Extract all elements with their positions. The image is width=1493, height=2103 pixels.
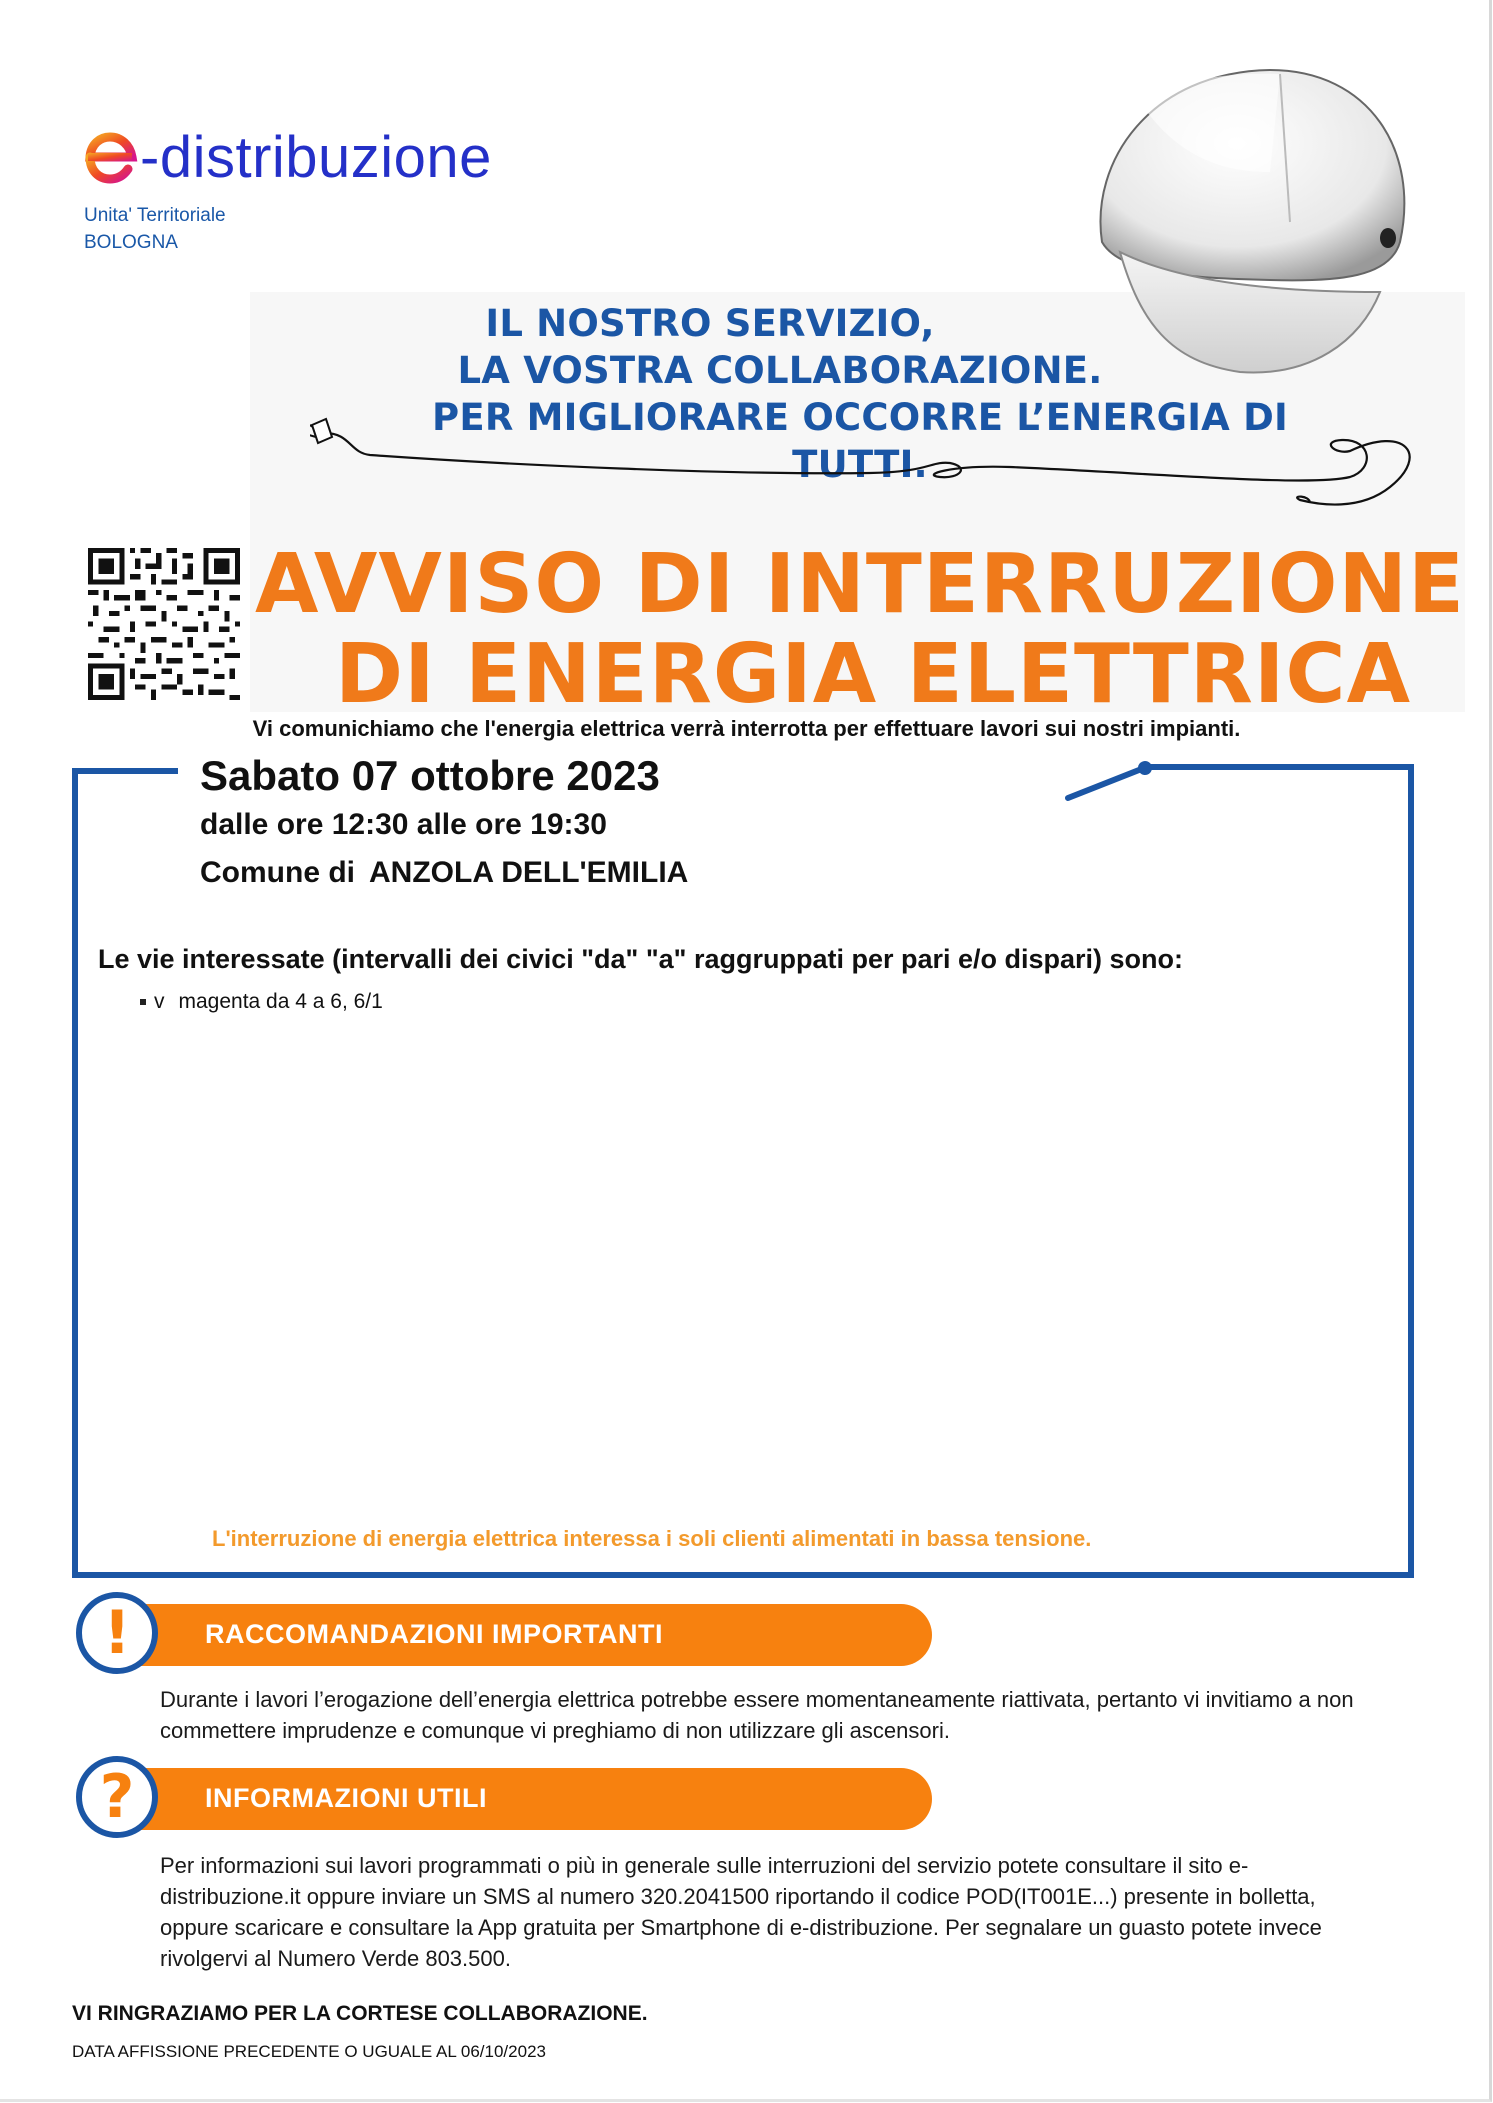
intro-text: Vi comunichiamo che l'energia elettrica verrà interrotta per effettuare lavori sui nostri impianti. bbox=[252, 716, 1241, 741]
municipality-name: ANZOLA DELL'EMILIA bbox=[369, 856, 689, 889]
info-title: INFORMAZIONI UTILI bbox=[205, 1783, 487, 1813]
thanks-text: VI RINGRAZIAMO PER LA CORTESE COLLABORAZIONE. bbox=[72, 2002, 648, 2025]
box-border-top-right bbox=[1146, 764, 1414, 770]
logo bbox=[80, 118, 492, 198]
box-border-bottom bbox=[72, 1572, 1414, 1578]
unit-city: BOLOGNA bbox=[84, 232, 178, 253]
gauge-needle-icon bbox=[1060, 758, 1160, 808]
street-prefix: v bbox=[154, 990, 165, 1013]
slogan-line-3: PER MIGLIORARE OCCORRE L’ENERGIA DI TUTTI. bbox=[432, 396, 1288, 486]
box-border-left bbox=[72, 772, 78, 1578]
logo-text: -distribuzione bbox=[140, 125, 492, 190]
recommendations-title: RACCOMANDAZIONI IMPORTANTI bbox=[205, 1619, 663, 1649]
interruption-hours: dalle ore 12:30 alle ore 19:30 bbox=[200, 808, 607, 841]
slogan-line-2: LA VOSTRA COLLABORAZIONE. bbox=[457, 349, 1103, 392]
bullet-icon bbox=[140, 999, 146, 1005]
power-cable-icon bbox=[310, 405, 1440, 515]
exclamation-icon: ! bbox=[76, 1592, 158, 1674]
recommendations-text: Durante i lavori l’erogazione dell’energia elettrica potrebbe essere momentaneamente riattivata, pertanto vi invitiamo a non commettere imprudenze e comunque vi preghiamo di non utilizzare gli ascensori. bbox=[160, 1687, 1354, 1743]
slogan-line-1: IL NOSTRO SERVIZIO, bbox=[485, 302, 935, 345]
municipality bbox=[200, 856, 688, 890]
streets-header: Le vie interessate (intervalli dei civici "da" "a" raggruppati per pari e/o dispari) sono: bbox=[98, 944, 1184, 974]
title-line-1: AVVISO DI INTERRUZIONE bbox=[255, 537, 1466, 632]
municipality-label: Comune di bbox=[200, 856, 355, 889]
territorial-unit bbox=[84, 202, 226, 256]
helmet-image bbox=[1080, 42, 1440, 402]
posting-date: DATA AFFISSIONE PRECEDENTE O UGUALE AL 06/10/2023 bbox=[72, 2042, 546, 2061]
list-item bbox=[140, 990, 383, 1014]
street-text: magenta da 4 a 6, 6/1 bbox=[178, 990, 383, 1013]
info-text: Per informazioni sui lavori programmati o più in generale sulle interruzioni del servizio potete consultare il sito e-distribuzione.it oppure inviare un SMS al numero 320.2041500 riportando il codice POD(IT001E...) presente in bolletta, oppure scaricare e consultare la App gratuita per Smartphone di e-distribuzione. Per segnalare un guasto potete invece rivolgervi al Numero Verde 803.500. bbox=[160, 1853, 1322, 1971]
qr-code bbox=[88, 548, 240, 700]
page-title bbox=[255, 537, 1470, 722]
title-line-2: DI ENERGIA ELETTRICA bbox=[335, 627, 1412, 722]
box-border-top-left bbox=[72, 768, 178, 774]
box-border-right bbox=[1408, 764, 1414, 1578]
interruption-date: Sabato 07 ottobre 2023 bbox=[200, 752, 660, 799]
logo-e-icon bbox=[80, 127, 138, 189]
street-list bbox=[140, 990, 383, 1014]
low-voltage-note: L'interruzione di energia elettrica interessa i soli clienti alimentati in bassa tensione. bbox=[212, 1526, 1092, 1551]
unit-label: Unita' Territoriale bbox=[84, 205, 226, 226]
question-icon: ? bbox=[76, 1756, 158, 1838]
